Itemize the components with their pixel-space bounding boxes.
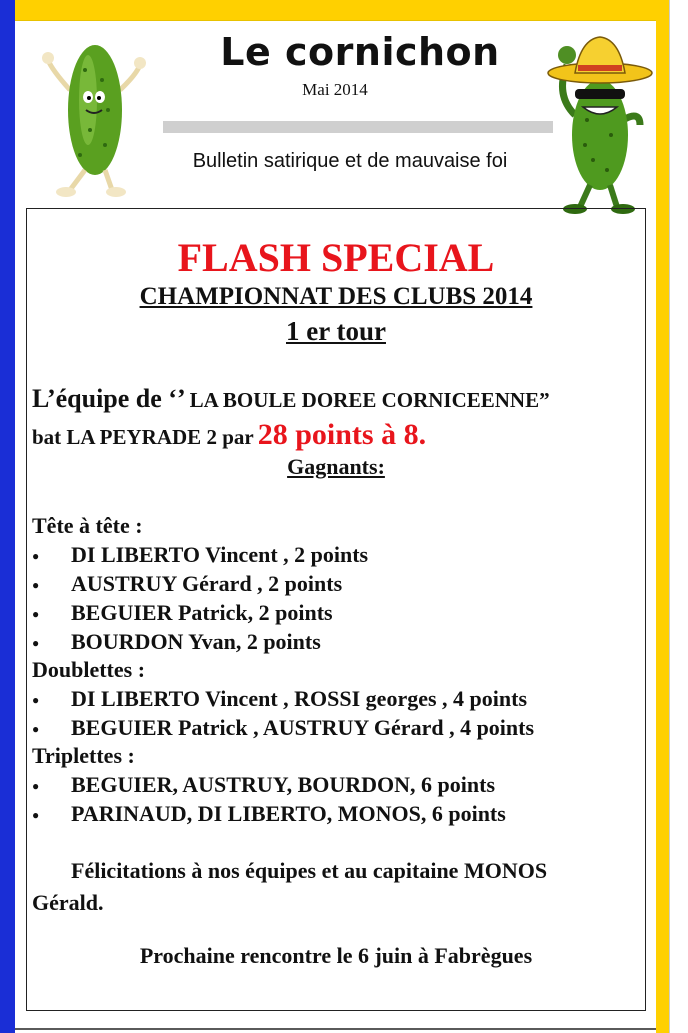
issue-date: Mai 2014 xyxy=(302,80,368,99)
masthead-divider xyxy=(163,121,553,133)
list-item-text: BEGUIER, AUSTRUY, BOURDON, 6 points xyxy=(71,772,496,797)
list-item xyxy=(32,629,321,655)
list-item xyxy=(32,542,369,568)
bullet: ● xyxy=(32,578,40,593)
list-item xyxy=(32,571,343,597)
bullet: ● xyxy=(32,549,40,564)
team-prefix: L’équipe de ‘’ xyxy=(32,384,186,413)
team-name: LA BOULE DOREE CORNICEENNE” xyxy=(189,388,550,412)
team-line xyxy=(32,384,652,414)
list-item-text: AUSTRUY Gérard , 2 points xyxy=(71,571,343,596)
list-item xyxy=(32,715,535,741)
bullet: ● xyxy=(32,808,40,823)
congratulations-paragraph xyxy=(32,855,632,919)
triplettes-label: Triplettes : xyxy=(32,743,135,768)
list-item xyxy=(32,600,333,626)
bullet: ● xyxy=(32,779,40,794)
right-page-edge xyxy=(669,0,688,1033)
score-line xyxy=(32,418,652,452)
top-border-bar xyxy=(15,0,656,21)
bottom-rule xyxy=(15,1028,656,1030)
bullet: ● xyxy=(32,693,40,708)
sombrero-pickle-illustration xyxy=(545,25,655,215)
beat-text: bat LA PEYRADE 2 par xyxy=(32,425,254,449)
dancing-pickle-illustration xyxy=(40,30,150,200)
round-heading xyxy=(26,316,646,347)
list-item-text: PARINAUD, DI LIBERTO, MONOS, 6 points xyxy=(71,801,506,826)
championship-text: CHAMPIONNAT DES CLUBS 2014 xyxy=(139,283,533,310)
tete-a-tete-label: Tête à tête : xyxy=(32,513,143,538)
list-item-text: DI LIBERTO Vincent , 2 points xyxy=(71,542,369,567)
list-item-text: BEGUIER Patrick , AUSTRUY Gérard , 4 points xyxy=(71,715,535,740)
list-item xyxy=(32,801,506,827)
winners-heading xyxy=(26,454,646,480)
congrats-line-1: Félicitations à nos équipes et au capitaine MONOS xyxy=(71,858,548,883)
left-border-bar xyxy=(0,0,15,1033)
newsletter-title: Le cornichon xyxy=(220,30,500,74)
list-item-text: BOURDON Yvan, 2 points xyxy=(71,629,321,654)
newsletter-tagline: Bulletin satirique et de mauvaise foi xyxy=(192,150,508,172)
bullet: ● xyxy=(32,722,40,737)
round-text: 1 er tour xyxy=(286,316,386,346)
list-item xyxy=(32,772,496,798)
congrats-line-2: Gérald. xyxy=(32,890,104,915)
doublettes-label: Doublettes : xyxy=(32,657,146,682)
championship-heading xyxy=(26,283,646,311)
next-match-announcement: Prochaine rencontre le 6 juin à Fabrègues xyxy=(139,943,533,968)
bullet: ● xyxy=(32,607,40,622)
right-border-bar xyxy=(656,0,670,1033)
list-item xyxy=(32,686,528,712)
final-score: 28 points à 8. xyxy=(257,418,427,451)
list-item-text: BEGUIER Patrick, 2 points xyxy=(71,600,333,625)
bullet: ● xyxy=(32,636,40,651)
winners-label: Gagnants: xyxy=(287,454,385,479)
flash-headline: FLASH SPECIAL xyxy=(177,235,495,280)
list-item-text: DI LIBERTO Vincent , ROSSI georges , 4 points xyxy=(71,686,528,711)
